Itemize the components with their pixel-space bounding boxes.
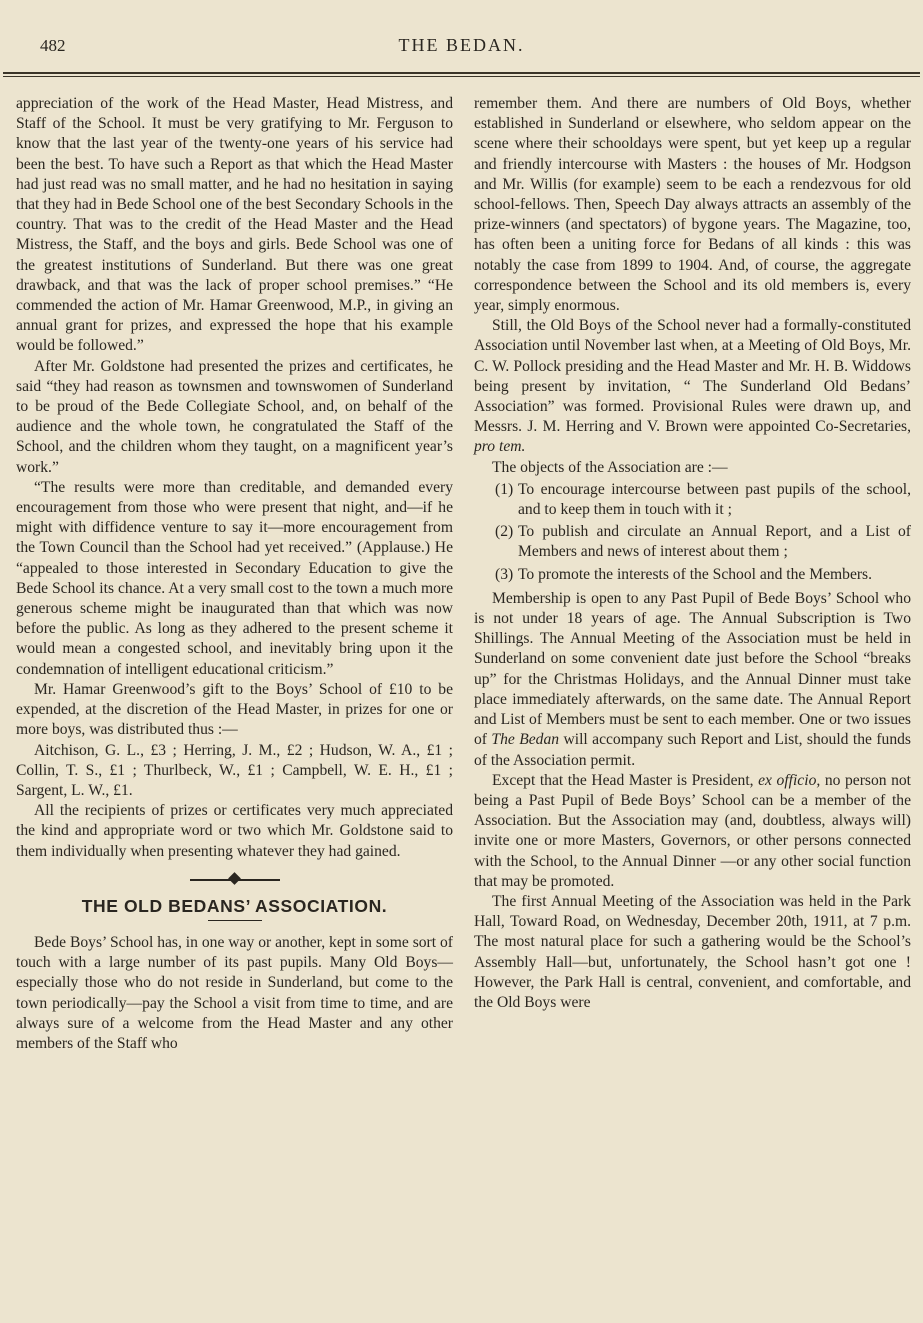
paragraph: Except that the Head Master is President, ex officio, no person not being a Past Pupil of Bede Boys’ School can be a member of the Association. But the Association may (and, doubtless, always will) invite one or more Masters, Governors, or other persons connected with the School, to the Annual Dinner —or any other social function that may be promoted.: [474, 771, 912, 890]
left-column: [16, 94, 453, 1054]
italic-text: pro tem.: [474, 438, 526, 456]
italic-text: ex officio,: [758, 771, 821, 789]
page-number: 482: [40, 36, 66, 55]
right-column: [474, 94, 911, 1013]
heading-rule: [208, 920, 262, 921]
header-rule: [3, 72, 920, 74]
paragraph: Membership is open to any Past Pupil of Bede Boys’ School who is not under 18 years of age. The Annual Subscription is Two Shillings. The Annual Meeting of the Association must be held in Sunderland on some convenient date just before the School “breaks up” for the Christmas Holidays, and the Annual Dinner must take place immediately afterwards, on the same date. The Annual Report and List of Members must be sent to each member. One or two issues of The Bedan will accompany such Report and List, should the funds of the Association permit.: [474, 589, 911, 769]
paragraph: All the recipients of prizes or certificates very much appreciated the kind and appropriate word or two which Mr. Goldstone said to them individually when presenting whatever they had gained.: [16, 802, 453, 860]
list-item: (3) To promote the interests of the School and the Members.: [495, 565, 873, 583]
paragraph: The first Annual Meeting of the Association was held in the Park Hall, Toward Road, on Wednesday, December 20th, 1911, at 7 p.m. The most natural place for such a gathering would be the School’s Assembly Hall—but, unfortunately, the School hasn’t got one ! However, the Park Hall is central, convenient, and comfortable, and the Old Boys were: [474, 892, 911, 1011]
list-item: (1) To encourage intercourse between past pupils of the school, and to keep them in touch with it ;: [495, 480, 911, 519]
section-heading: THE OLD BEDANS’ ASSOCIATION.: [81, 895, 388, 916]
running-title: THE BEDAN.: [398, 35, 525, 55]
paragraph: After Mr. Goldstone had presented the prizes and certificates, he said “they had reason as townsmen and townswomen of Sunderland to be proud of the Bede Collegiate School, and, on behalf of the audience and the whole town, he congratulated the Staff of the School, and the children whom they taught, on a magnificent year’s work.”: [16, 357, 453, 476]
list-item: (2) To publish and circulate an Annual Report, and a List of Members and news of interest about them ;: [495, 523, 911, 561]
section-paragraph: Bede Boys’ School has, in one way or another, kept in some sort of touch with a large number of its past pupils. Many Old Boys—especially those who do not reside in Sunderland, but come to the town periodically—pay the School a visit from time to time, and are always sure of a welcome from the Head Master and any other members of the Staff who: [16, 933, 453, 1052]
prize-list: Aitchison, G. L., £3 ; Herring, J. M., £2 ; Hudson, W. A., £1 ; Collin, T. S., £1 ; Thurlbeck, W., £1 ; Campbell, W. E. H., £1 ; Sargent, L. W., £1.: [16, 741, 453, 799]
paragraph: Still, the Old Boys of the School never had a formally-constituted Association until November last when, at a Meeting of Old Boys, Mr. C. W. Pollock presiding and the Head Master and Mr. H. B. Widdows being present by invitation, “ The Sunderland Old Bedans’ Association” was formed. Provisional Rules were drawn up, and Messrs. J. M. Herring and V. Brown were appointed Co-Secretaries, pro tem.: [474, 317, 911, 456]
continued-paragraph: appreciation of the work of the Head Master, Head Mistress, and Staff of the School. It must be very gratifying to Mr. Ferguson to know that the last year of the twenty-one years of his service had been the best. To have such a Report as that which the Head Master had just read was no small matter, and he had no hesitation in saying that they had in Bede School one of the best Secondary Schools in the country. That was to the credit of the Head Master and the Head Mistress, the Staff, and the boys and girls. Bede School was one of the greatest institutions of Sunderland. But there was one great drawback, and that was the lack of proper school premises.” “He commended the action of Mr. Hamar Greenwood, M.P., in giving an annual grant for prizes, and expressed the hope that his example would be followed.”: [16, 95, 453, 355]
header-rule-thin: [3, 76, 920, 77]
section-divider: [190, 874, 280, 886]
italic-text: The Bedan: [491, 731, 560, 749]
paragraph: Mr. Hamar Greenwood’s gift to the Boys’ School of £10 to be expended, at the discretion of the Head Master, in prizes for one or more boys, was distributed thus :—: [16, 680, 453, 739]
paragraph: “The results were more than creditable, and demanded every encouragement from those who were present that night, and—if he might with diffidence venture to say it—more encouragement from the Town Council than the School had yet received.” (Applause.) He “appealed to those interested in Secondary Education to give the Bede School its chance. At a very small cost to the town a much more generous scheme might be inaugurated than that which was now before the public. As long as they adhered to the present scheme it would mean a congested school, and inevitably bring upon it the condemnation of intelligent educational criticism.”: [16, 478, 453, 678]
objects-intro: The objects of the Association are :—: [492, 458, 728, 476]
continued-paragraph: remember them. And there are numbers of Old Boys, whether established in Sunderland or elsewhere, who seldom appear on the scene where their schooldays were spent, but yet keep up a regular and friendly intercourse with Masters : the houses of Mr. Hodgson and Mr. Willis (for example) seem to be each a rendezvous for old school-fellows. Then, Speech Day always attracts an assembly of the prize-winners (and spectators) of bygone years. The Magazine, too, has often been a uniting force for Bedans of all kinds : this was notably the case from 1899 to 1904. And, of course, the aggregate correspondence between the School and its old members is, every year, simply enormous.: [474, 95, 911, 315]
